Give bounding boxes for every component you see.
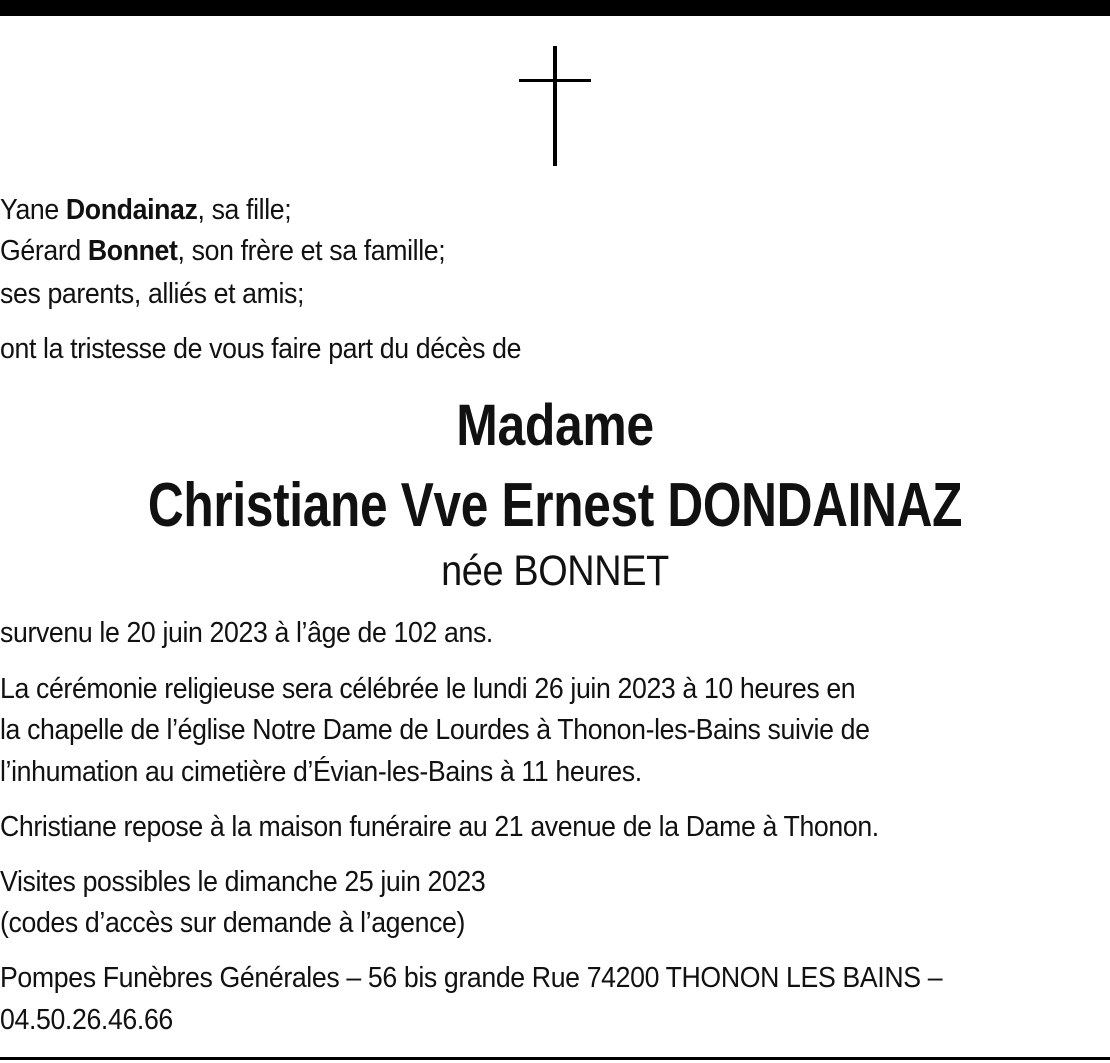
deceased-title: Madame xyxy=(456,393,654,458)
funeral-home-line-1: Pompes Funèbres Générales – 56 bis grande Rue 74200 THONON LES BAINS – xyxy=(0,962,943,994)
visits-line-1: Visites possibles le dimanche 25 juin 2023 xyxy=(0,866,486,898)
surname-bonnet: Bonnet xyxy=(87,235,178,267)
top-rule xyxy=(0,0,1110,16)
maiden-name: née BONNET xyxy=(441,547,669,595)
family-line-daughter: Yane Dondainaz, sa fille; xyxy=(0,194,292,226)
ceremony-line-3: l’inhumation au cimetière d’Évian-les-Bains à 11 heures. xyxy=(0,756,642,788)
family-line-relatives: ses parents, alliés et amis; xyxy=(0,278,305,310)
ceremony-line-2: la chapelle de l’église Notre Dame de Lourdes à Thonon-les-Bains suivie de xyxy=(0,714,870,746)
repose-line: Christiane repose à la maison funéraire au 21 avenue de la Dame à Thonon. xyxy=(0,811,879,843)
surname-dondainaz: Dondainaz xyxy=(65,194,198,226)
family-line-brother: Gérard Bonnet, son frère et sa famille; xyxy=(0,235,446,267)
bottom-rule xyxy=(0,1057,1110,1060)
death-date-line: survenu le 20 juin 2023 à l’âge de 102 ans. xyxy=(0,617,493,649)
deceased-name: Christiane Vve Ernest DONDAINAZ xyxy=(147,471,963,540)
funeral-home-phone: 04.50.26.46.66 xyxy=(0,1004,173,1036)
cross-icon xyxy=(519,46,591,166)
announcement-text: ont la tristesse de vous faire part du décès de xyxy=(0,333,522,365)
ceremony-line-1: La cérémonie religieuse sera célébrée le lundi 26 juin 2023 à 10 heures en xyxy=(0,673,856,705)
visits-line-2: (codes d’accès sur demande à l’agence) xyxy=(0,907,466,939)
